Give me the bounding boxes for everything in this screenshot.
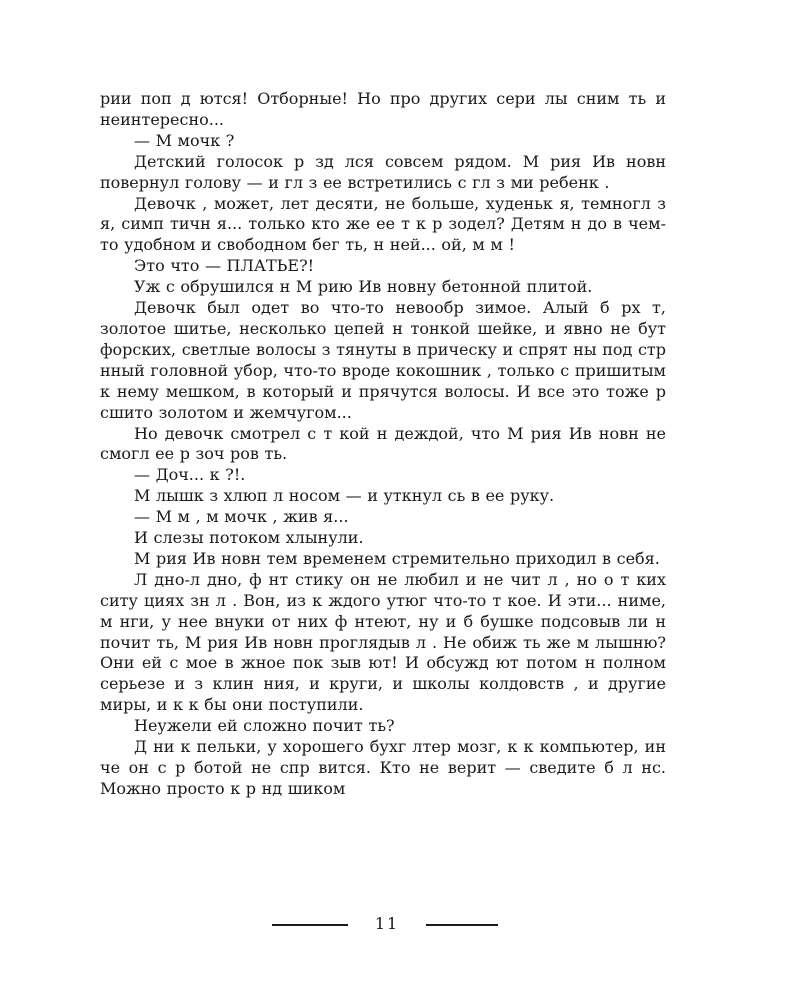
- paragraph: Но девочк смотрел с т кой н деждой, что М рия Ив новн не смогл ее р зоч ров ть.: [100, 423, 666, 464]
- paragraph: Девочк , может, лет десяти, не больше, худеньк я, темногл з я, симп тичн я... только кто же ее т к р зодел? Детям н до в чем-то удобном и свободном бег ть, н ней... ой, м м !: [100, 193, 666, 255]
- paragraph: — М м , м мочк , жив я...: [134, 507, 349, 527]
- paragraph: Девочк был одет во что-то невообр зимое. Алый б рх т, золотое шитье, несколько цепей н тонкой шейке, и явно не бут форских, светлые волосы з тянуты в прическу и спрят ны под стр нный головной убор, что-то вроде кокошник , только с пришитым к нему мешком, в который и прячутся волосы. И все это тоже р сшито золотом и жемчугом...: [100, 298, 666, 422]
- paragraph: рии поп д ются! Отборные! Но про других сери лы сним ть и неинтересно...: [100, 89, 666, 129]
- paragraph: Уж с обрушился н М рию Ив новну бетонной плитой.: [134, 277, 593, 297]
- paragraph: Л дно-л дно, ф нт стику он не любил и не чит л , но о т ких ситу циях зн л . Вон, из к ждого утюг что-то т кое. И эти... ниме, м нги, у нее внуки от них ф нтеют, ну и б бушке подсовыв ли н почит ть, М рия Ив новн проглядыв л . Не обиж ть же м лышню? Они ей с мое в жное пок зыв ют! И обсужд ют потом н полном серьезе и з клин ния, и круги, и школы колдовств , и другие миры, и к к бы они поступили.: [100, 569, 666, 715]
- paragraph: Детский голосок р зд лся совсем рядом. М рия Ив новн повернул голову — и гл з ее встретились с гл з ми ребенк .: [100, 151, 666, 192]
- paragraph: М лышк з хлюп л носом — и уткнул сь в ее руку.: [134, 486, 555, 506]
- page-number: 11: [374, 914, 400, 933]
- paragraph: Д ни к пельки, у хорошего бухг лтер мозг, к к компьютер, ин че он с р ботой не спр вится. Кто не верит — сведите б л нс. Можно просто к р нд шиком: [100, 737, 666, 798]
- footer-rule-right: [426, 924, 498, 926]
- paragraph: — М мочк ?: [134, 130, 235, 150]
- paragraph: — Доч... к ?!.: [134, 465, 246, 485]
- page-footer: [0, 912, 800, 936]
- paragraph: Это что — ПЛАТЬЕ?!: [134, 256, 315, 276]
- paragraph: М рия Ив новн тем временем стремительно приходил в себя.: [134, 548, 660, 568]
- paragraph: Неужели ей сложно почит ть?: [134, 716, 395, 736]
- body-text: [100, 89, 666, 800]
- footer-rule-left: [272, 924, 348, 926]
- paragraph: И слезы потоком хлынули.: [134, 528, 364, 548]
